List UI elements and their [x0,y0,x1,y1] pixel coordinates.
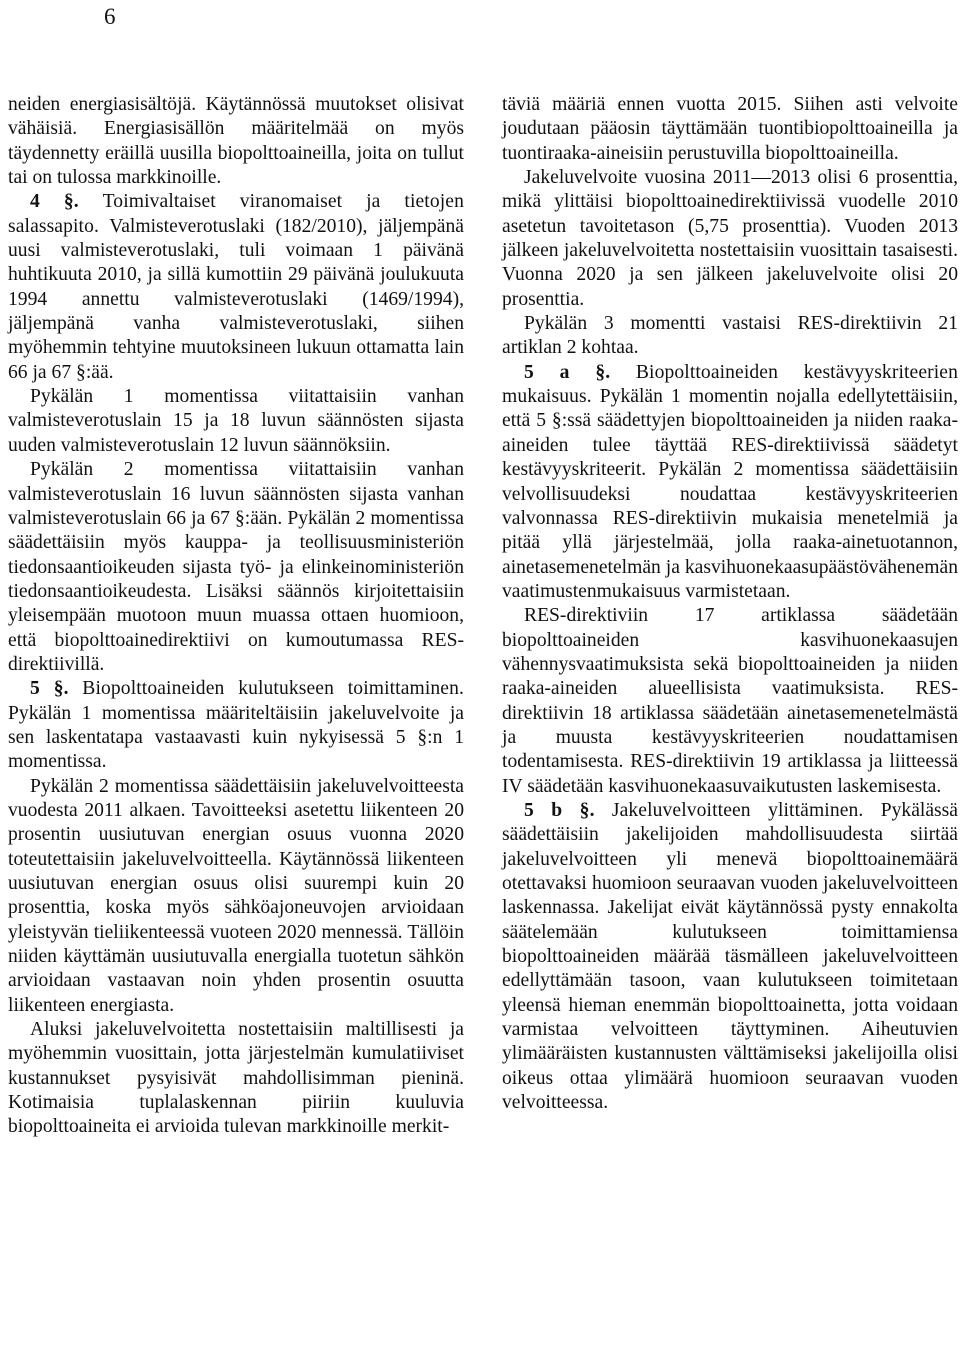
section-text: Valmisteverotuslaki (182/2010), jäljempänä uusi valmisteverotuslaki, tuli voimaan 1 päivänä huhtikuuta 2010, ja sillä kumottiin 29 päivänä joulukuuta 1994 annettu valmisteverotuslaki (1469/1994), jäljempänä vanha valmisteverotuslaki, siihen myöhemmin tehtyine muutoksineen lukuun ottamatta lain 66 ja 67 §:ää. [8,215,464,383]
section-4-paragraph [8,190,464,385]
paragraph: Pykälän 2 momentissa säädettäisiin jakeluvelvoitteesta vuodesta 2011 alkaen. Tavoitteeksi asetettu liikenteen 20 prosentin uusiutuvan energian osuus vuonna 2020 toteutettaisiin jakeluvelvoitteella. Käytännössä liikenteen uusiutuvan energian osuus olisi suurempi kuin 20 prosenttia, koska myös sähköajoneuvojen arvioidaan yleistyvän tieliikenteessä vuoteen 2020 mennessä. Tällöin niiden käyttämän uusiutuvalla energialla tuotetun sähkön arvioidaan vastaavan noin yhden prosentin osuutta liikenteen energiasta. [8,775,464,1016]
section-title: Toimivaltaiset viranomaiset ja tietojen salassapito. [8,191,464,237]
paragraph: neiden energiasisältöjä. Käytännössä muutokset olisivat vähäisiä. Energiasisällön määritelmää on myös täydennetty eräillä uusilla biopolttoaineilla, joita on tullut tai on tulossa markkinoille. [8,94,464,189]
section-text: Pykälän 1 momentin nojalla edellytettäisiin, että 5 §:ssä säädettyjen biopolttoaineiden ja niiden raaka-aineiden tulee täyttää RES-direktiivissä säädetyt kestävyyskriteerit. Pykälän 2 momentissa säädettäisiin velvollisuudeksi noudattaa kestävyyskriteerien valvonnassa RES-direktiivin mukaisia menetelmiä ja pitää yllä järjestelmää, jolla raaka-ainetuotannon, ainetasemenetelmän ja kasvihuonekaasupäästövähenemän vaatimustenmukaisuus varmistetaan. [502,386,959,602]
right-column [502,93,958,1115]
paragraph: Pykälän 2 momentissa viitattaisiin vanhan valmisteverotuslain 16 luvun säännösten sijasta vanhan valmisteverotuslain 66 ja 67 §:ään. Pykälän 2 momentissa säädettäisiin myös kauppa- ja teollisuusministeriön tiedonsaantioikeuden sijasta työ- ja elinkeinoministeriön tiedonsaantioikeudesta. Lisäksi säännös kirjoitettaisiin yleisempään muotoon muun muassa ottaen huomioon, että biopolttoainedirektiivi on kumoutumassa RES-direktiivillä. [8,459,464,675]
section-title: Biopolttoaineiden kestävyyskriteerien mukaisuus. [502,361,958,408]
section-text: Pykälässä säädettäisiin jakelijoiden mahdollisuudesta siirtää jakeluvelvoitteen yli menevä biopolttoainemäärä otettavaksi huomioon seuraavan vuoden jakeluvelvoitteen laskennassa. Jakelijat eivät käytännössä pysty ennakolta säätelemään kulutukseen toimittamiensa biopolttoaineiden määrää täsmälleen jakeluvelvoitteen edellyttämään tasoon, vaan kulutukseen toimitetaan yleensä hieman enemmän biopolttoainetta, jotta voidaan varmistaa velvoitteen täyttyminen. Aiheutuvien ylimääräisten kustannusten välttämiseksi jakelijoilla olisi oikeus ottaa ylimäärä huomioon seuraavan vuoden velvoitteessa. [502,799,958,1114]
paragraph: Jakeluvelvoite vuosina 2011—2013 olisi 6 prosenttia, mikä ylittäisi biopolttoainedirektiivissä vuodelle 2010 asetetun tavoitetason (5,75 prosenttia). Vuoden 2013 jälkeen jakeluvelvoitetta nostettaisiin vuosittain tasaisesti. Vuonna 2020 ja sen jälkeen jakeluvelvoite olisi 20 prosenttia. [502,167,958,310]
section-number: 5 a §. [524,361,611,383]
section-text: Pykälän 1 momentissa määriteltäisiin jakeluvelvoite ja sen laskentatapa vastaavasti kuin nykyisessä 5 §:n 1 momentissa. [8,702,464,773]
paragraph: Aluksi jakeluvelvoitetta nostettaisiin maltillisesti ja myöhemmin vuosittain, jotta järjestelmän kumulatiiviset kustannukset pysyisivät mahdollisimman pieninä. Kotimaisia tuplalaskennan piiriin kuuluvia biopolttoaineita ei arvioida tulevan markkinoille merkit- [8,1019,464,1138]
section-5a-paragraph [502,361,958,604]
section-5-paragraph [8,677,464,774]
section-number: 5 §. [30,678,69,700]
paragraph: Pykälän 3 momentti vastaisi RES-direktiivin 21 artiklan 2 kohtaa. [502,313,958,359]
section-5b-paragraph [502,799,958,1115]
left-column [8,93,464,1140]
paragraph: Pykälän 1 momentissa viitattaisiin vanhan valmisteverotuslain 15 ja 18 luvun säännösten sijasta uuden valmisteverotuslain 12 luvun säännöksiin. [8,386,464,456]
paragraph: RES-direktiviin 17 artiklassa säädetään biopolttoaineiden kasvihuonekaasujen vähennysvaatimuksista sekä biopolttoaineiden ja niiden raaka-aineiden alueellisista vaatimuksista. RES-direktiivin 18 artiklassa säädetään ainetasemenetelmästä ja muusta kestävyyskriteerien noudattamisen todentamisesta. RES-direktiivin 19 artiklassa ja liitteessä IV säädetään kasvihuonekaasuvaikutusten laskemisesta. [502,605,958,797]
section-title: Biopolttoaineiden kulutukseen toimittaminen. [82,678,464,700]
page-number: 6 [104,4,116,29]
section-title: Jakeluvelvoitteen ylittäminen. [611,799,864,821]
section-number: 5 b §. [524,799,595,821]
section-number: 4 §. [30,191,79,213]
paragraph: täviä määriä ennen vuotta 2015. Siihen asti velvoite joudutaan pääosin täyttämään tuontibiopolttoaineilla ja tuontiraaka-aineisiin perustuvilla biopolttoaineilla. [502,94,958,164]
